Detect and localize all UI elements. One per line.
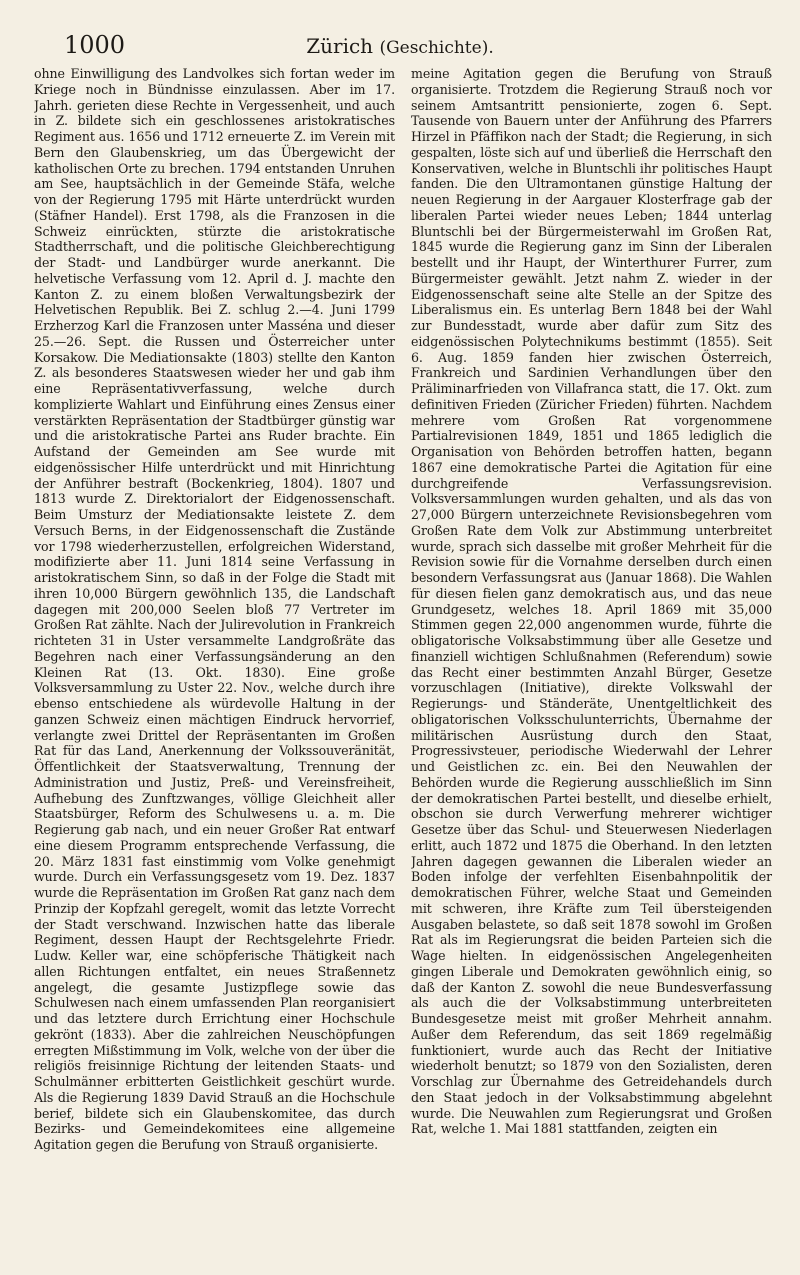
right-column <box>411 66 772 1261</box>
left-column-text: ohne Einwilligung des Landvolkes sich fortan weder im Kriege noch in Bündnisse einzulassen. Aber im 17. Jahrh. gerieten diese Rechte in Vergessenheit, und auch in Z. bildete sich ein geschlossenes aristokratisches Regiment aus. 1656 und 1712 erneuerte Z. im Verein mit Bern den Glaubenskrieg, um das Übergewicht der katholischen Orte zu brechen. 1794 entstanden Unruhen am See, hauptsächlich in der Gemeinde Stäfa, welche von der Regierung 1795 mit Härte unterdrückt wurden (Stäfner Handel). Erst 1798, als die Franzosen in die Schweiz einrückten, stürzte die aristokratische Stadtherrschaft, und die politische Gleichberechtigung der Stadt- und Landbürger wurde anerkannt. Die helvetische Verfassung vom 12. April d. J. machte den Kanton Z. zu einem bloßen Verwaltungsbezirk der Helvetischen Republik. Bei Z. schlug 2.—4. Juni 1799 Erzherzog Karl die Franzosen unter Masséna und dieser 25.—26. Sept. die Russen und Österreicher unter Korsakow. Die Mediationsakte (1803) stellte den Kanton Z. als besonderes Staatswesen wieder her und gab ihm eine Repräsentativverfassung, welche durch komplizierte Wahlart und Einführung eines Zensus einer verstärkten Repräsentation der Stadtbürger günstig war und die aristokratische Partei ans Ruder brachte. Ein Aufstand der Gemeinden am See wurde mit eidgenössischer Hilfe unterdrückt und mit Hinrichtung der Anführer bestraft (Bockenkrieg, 1804). 1807 und 1813 wurde Z. Direktorialort der Eidgenossenschaft. Beim Umsturz der Mediationsakte leistete Z. dem Versuch Berns, in der Eidgenossenschaft die Zustände vor 1798 wiederherzustellen, erfolgreichen Widerstand, modifizierte aber 11. Juni 1814 seine Verfassung in aristokratischem Sinn, so daß in der Folge die Stadt mit ihren 10,000 Bürgern gewöhnlich 135, die Landschaft dagegen mit 200,000 Seelen bloß 77 Vertreter im Großen Rat zählte. Nach der Julirevolution in Frankreich richteten 31 in Uster versammelte Landgroßräte das Begehren nach einer Verfassungsänderung an den Kleinen Rat (13. Okt. 1830). Eine große Volksversammlung zu Uster 22. Nov., welche durch ihre ebenso entschiedene als würdevolle Haltung in der ganzen Schweiz einen mächtigen Eindruck hervorrief, verlangte zwei Drittel der Repräsentanten im Großen Rat für das Land, Anerkennung der Volkssouveränität, Öffentlichkeit der Staatsverwaltung, Trennung der Administration und Justiz, Preß- und Vereinsfreiheit, Aufhebung des Zunftzwanges, völlige Gleichheit aller Staatsbürger, Reform des Schulwesens u. a. m. Die Regierung gab nach, und ein neuer Großer Rat entwarf eine diesem Programm entsprechende Verfassung, die 20. März 1831 fast einstimmig vom Volke genehmigt wurde. Durch ein Verfassungsgesetz vom 19. Dez. 1837 wurde die Repräsentation im Großen Rat ganz nach dem Prinzip der Kopfzahl geregelt, womit das letzte Vorrecht der Stadt verschwand. Inzwischen hatte das liberale Regiment, dessen Haupt der Rechtsgelehrte Friedr. Ludw. Keller war, eine schöpferische Thätigkeit nach allen Richtungen entfaltet, ein neues Straßennetz angelegt, die gesamte Justizpflege sowie das Schulwesen nach einem umfassenden Plan reorganisiert und das letztere durch Errichtung einer Hochschule gekrönt (1833). Aber die zahlreichen Neuschöpfungen erregten Mißstimmung im Volk, welche von der über die religiös freisinnige Richtung der leitenden Staats- und Schulmänner erbitterten Geistlichkeit geschürt wurde. Als die Regierung 1839 David Strauß an die Hochschule berief, bildete sich ein Glaubenskomitee, das durch Bezirks- und Gemeindekomitees eine allgemeine Agitation gegen die Berufung von Strauß organisierte. <box>34 66 395 1152</box>
page-header <box>30 0 770 66</box>
text-columns <box>34 66 772 1261</box>
running-subtitle: (Geschichte). <box>379 38 494 58</box>
right-column-text: meine Agitation gegen die Berufung von Strauß organisierte. Trotzdem die Regierung Strauß noch vor seinem Amtsantritt pensionierte, zogen 6. Sept. Tausende von Bauern unter der Anführung des Pfarrers Hirzel in Pfäffikon nach der Stadt; die Regierung, in sich gespalten, löste sich auf und überließ die Herrschaft den Konservativen, welche in Bluntschli ihr politisches Haupt fanden. Die den Ultramontanen günstige Haltung der neuen Regierung in der Aargauer Klosterfrage gab der liberalen Partei wieder neues Leben; 1844 unterlag Bluntschli bei der Bürgermeisterwahl im Großen Rat, 1845 wurde die Regierung ganz im Sinn der Liberalen bestellt und ihr Haupt, der Winterthurer Furrer, zum Bürgermeister gewählt. Jetzt nahm Z. wieder in der Eidgenossenschaft seine alte Stelle an der Spitze des Liberalismus ein. Es unterlag Bern 1848 bei der Wahl zur Bundesstadt, wurde aber dafür zum Sitz des eidgenössischen Polytechnikums bestimmt (1855). Seit 6. Aug. 1859 fanden hier zwischen Österreich, Frankreich und Sardinien Verhandlungen über den Präliminarfrieden von Villafranca statt, die 17. Okt. zum definitiven Frieden (Züricher Frieden) führten. Nachdem mehrere vom Großen Rat vorgenommene Partialrevisionen 1849, 1851 und 1865 lediglich die Organisation von Behörden betroffen hatten, begann 1867 eine demokratische Partei die Agitation für eine durchgreifende Verfassungsrevision. Volksversammlungen wurden gehalten, und als das von 27,000 Bürgern unterzeichnete Revisionsbegehren vom Großen Rate dem Volk zur Abstimmung unterbreitet wurde, sprach sich dasselbe mit großer Mehrheit für die Revision sowie für die Vornahme derselben durch einen besondern Verfassungsrat aus (Januar 1868). Die Wahlen für diesen fielen ganz demokratisch aus, und das neue Grundgesetz, welches 18. April 1869 mit 35,000 Stimmen gegen 22,000 angenommen wurde, führte die obligatorische Volksabstimmung über alle Gesetze und finanziell wichtigen Schlußnahmen (Referendum) sowie das Recht einer bestimmten Anzahl Bürger, Gesetze vorzuschlagen (Initiative), direkte Volkswahl der Regierungs- und Ständeräte, Unentgeltlichkeit des obligatorischen Volksschulunterrichts, Übernahme der militärischen Ausrüstung durch den Staat, Progressivsteuer, periodische Wiederwahl der Lehrer und Geistlichen zc. ein. Bei den Neuwahlen der Behörden wurde die Regierung ausschließlich im Sinn der demokratischen Partei bestellt, und dieselbe erhielt, obschon sie durch Verwerfung mehrerer wichtiger Gesetze über das Schul- und Steuerwesen Niederlagen erlitt, auch 1872 und 1875 die Oberhand. In den letzten Jahren dagegen gewannen die Liberalen wieder an Boden infolge der verfehlten Eisenbahnpolitik der demokratischen Führer, welche Staat und Gemeinden mit schweren, ihre Kräfte zum Teil übersteigenden Ausgaben belastete, so daß seit 1878 sowohl im Großen Rat als im Regierungsrat die beiden Parteien sich die Wage hielten. In eidgenössischen Angelegenheiten gingen Liberale und Demokraten gewöhnlich einig, so daß der Kanton Z. sowohl die neue Bundesverfassung als auch die der Volksabstimmung unterbreiteten Bundesgesetze meist mit großer Mehrheit annahm. Außer dem Referendum, das seit 1869 regelmäßig funktioniert, wurde auch das Recht der Initiative wiederholt benutzt; so 1879 von den Sozialisten, deren Vorschlag zur Übernahme des Getreidehandels durch den Staat jedoch in der Volksabstimmung abgelehnt wurde. Die Neuwahlen zum Regierungsrat und Großen Rat, welche 1. Mai 1881 stattfanden, zeigten ein <box>411 66 772 1137</box>
left-column <box>34 66 395 1261</box>
page-number: 1000 <box>64 31 126 59</box>
running-title: Zürich <box>306 34 374 58</box>
running-head <box>30 36 770 57</box>
